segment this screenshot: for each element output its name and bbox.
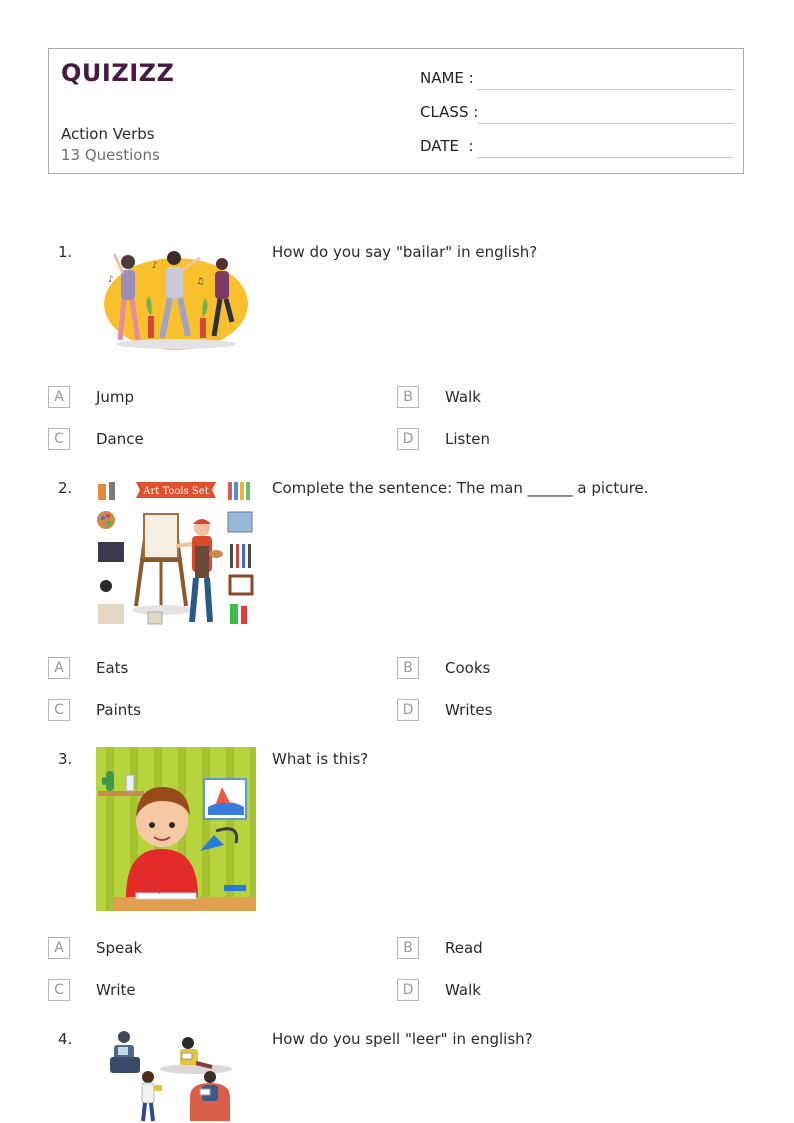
name-line <box>477 89 733 90</box>
option-text[interactable]: Cooks <box>445 659 491 677</box>
class-label: CLASS : <box>420 103 479 121</box>
option-letter[interactable]: D <box>397 428 419 450</box>
option-letter[interactable]: C <box>48 428 70 450</box>
date-label: DATE : <box>420 137 474 155</box>
option-text[interactable]: Jump <box>96 388 135 406</box>
option-text[interactable]: Writes <box>445 701 493 719</box>
question-number: 3. <box>58 750 73 768</box>
question-text: How do you say "bailar" in english? <box>272 243 538 261</box>
question-text: How do you spell "leer" in english? <box>272 1030 533 1048</box>
option-letter[interactable]: B <box>397 937 419 959</box>
option-text[interactable]: Listen <box>445 430 490 448</box>
svg-text:♪: ♪ <box>108 275 114 285</box>
question-number: 2. <box>58 479 73 497</box>
option-letter[interactable]: D <box>397 699 419 721</box>
option-text[interactable]: Write <box>96 981 136 999</box>
option-text[interactable]: Eats <box>96 659 129 677</box>
option-text[interactable]: Dance <box>96 430 144 448</box>
boy-writing-illustration <box>96 747 256 911</box>
option-letter[interactable]: C <box>48 699 70 721</box>
worksheet-title: Action Verbs <box>61 125 155 143</box>
class-line <box>477 123 733 124</box>
option-text[interactable]: Read <box>445 939 483 957</box>
people-reading-illustration <box>96 1027 256 1123</box>
question-number: 4. <box>58 1030 73 1048</box>
option-text[interactable]: Walk <box>445 981 481 999</box>
dancing-people-illustration <box>96 240 256 356</box>
art-tools-banner: Art Tools Set <box>143 486 209 497</box>
question-text: What is this? <box>272 750 369 768</box>
option-letter[interactable]: D <box>397 979 419 1001</box>
option-letter[interactable]: B <box>397 386 419 408</box>
name-label: NAME : <box>420 69 474 87</box>
option-letter[interactable]: C <box>48 979 70 1001</box>
option-letter[interactable]: A <box>48 657 70 679</box>
question-count: 13 Questions <box>61 146 160 164</box>
option-text[interactable]: Paints <box>96 701 141 719</box>
worksheet-header <box>48 48 744 174</box>
option-letter[interactable]: A <box>48 386 70 408</box>
quizizz-logo: QUIZIZZ <box>61 59 175 87</box>
svg-text:♫: ♫ <box>196 277 205 287</box>
option-letter[interactable]: A <box>48 937 70 959</box>
question-number: 1. <box>58 243 73 261</box>
svg-text:♪: ♪ <box>152 261 158 271</box>
question-text: Complete the sentence: The man ______ a picture. <box>272 479 649 497</box>
option-text[interactable]: Walk <box>445 388 481 406</box>
option-letter[interactable]: B <box>397 657 419 679</box>
date-line <box>477 157 733 158</box>
option-text[interactable]: Speak <box>96 939 143 957</box>
artist-painting-illustration <box>96 476 256 632</box>
